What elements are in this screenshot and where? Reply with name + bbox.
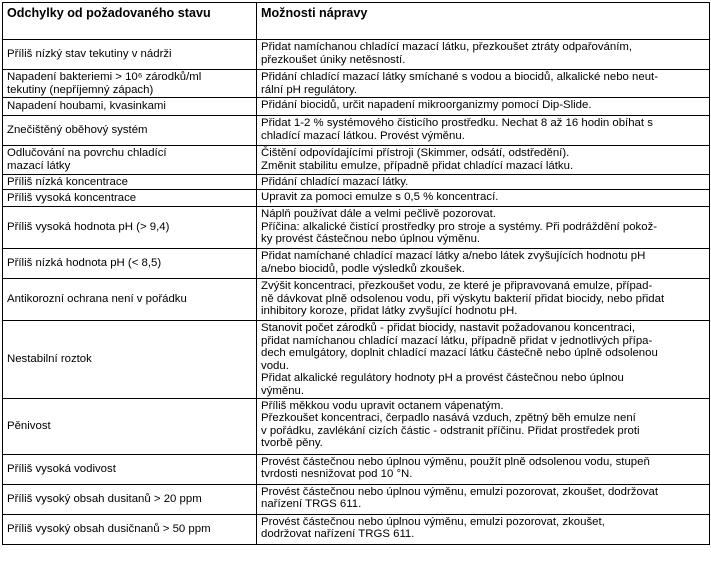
remedy-text: Přezkoušet koncentraci, čerpadlo nasává vzduch, zpětný běh emulze není [261,412,636,425]
deviation-text: Příliš vysoká koncentrace [7,191,137,204]
remedy-text: Čištění odpovídajícími přístroji (Skimmer, odsátí, odstředění). [261,147,570,159]
remedy-text: Upravit za pomoci emulze s 0,5 % koncentrací. [261,191,499,203]
remedy-text: Náplň používat dále a velmi pečlivě pozorovat. [261,208,496,220]
remedy-text: Příliš měkkou vodu upravit octanem vápenatým. [261,399,504,412]
remedy-text: Přidat alkalické regulátory hodnoty pH a provést částečnou nebo úplnou [261,372,624,385]
table-row [3,116,710,146]
remedy-cell [257,98,710,116]
remedy-cell [257,175,710,190]
header-deviation: Odchylky od požadovaného stavu [3,3,257,40]
table-row [3,484,710,514]
deviation-text: Antikorozní ochrana není v pořádku [7,293,187,306]
deviation-text: Pěnivost [7,419,51,432]
remedy-cell [257,70,710,98]
remedy-text: tvrdosti nesnižovat pod 10 °N. [261,468,413,481]
table-row [3,146,710,175]
table-row [3,454,710,484]
header-remedy: Možnosti nápravy [257,3,710,40]
remedy-text: Přidání biocidů, určit napadení mikroorganizmy pomocí Dip-Slide. [261,99,592,111]
table-row [3,279,710,321]
remedy-text: Přidání chladící mazací látky smíchané s vodou a biocidů, alkalické nebo neut- [261,71,658,83]
remedy-cell [257,207,710,249]
remedy-text: výměnu. [261,384,305,397]
deviation-cell [3,116,257,146]
deviation-text: Příliš vysoká vodivost [7,462,116,475]
deviation-text: Napadení houbami, kvasinkami [7,100,166,113]
remedy-cell [257,484,710,514]
deviation-text: tekutiny (nepříjemný zápach) [7,83,154,96]
deviation-cell [3,321,257,399]
deviation-text: Příliš nízká hodnota pH (< 8,5) [7,257,162,270]
remedy-text: inhibitory koroze, přidat látky zvyšující hodnotu pH. [261,305,518,318]
table-row [3,321,710,399]
remedy-cell [257,116,710,146]
remedy-text: Provést částečnou nebo úplnou výměnu, emulzi pozorovat, zkoušet, [261,515,605,528]
remedy-text: Příčina: alkalické čistící prostředky pro stroje a systémy. Při podráždění pokož- [261,220,658,233]
remedy-text: Provést částečnou nebo úplnou výměnu, emulzi pozorovat, zkoušet, dodržovat [261,485,658,498]
remedy-table [2,2,710,545]
remedy-cell [257,249,710,279]
deviation-cell [3,190,257,207]
remedy-cell [257,454,710,484]
table-row [3,190,710,207]
remedy-text: ně dávkovat plně odsolenou vodu, při výskytu bakterií přidat biocidy, nebo přidat [261,292,665,305]
remedy-text: Přidat namíchané chladící mazací látky a/nebo látek zvyšujících hodnotu pH [261,250,646,262]
deviation-cell [3,98,257,116]
deviation-cell [3,249,257,279]
remedy-cell [257,146,710,175]
remedy-text: Přidat namíchanou chladící mazací látku, přezkoušet ztráty odpařováním, [261,41,633,53]
table-row [3,398,710,454]
table-row [3,249,710,279]
deviation-cell [3,514,257,544]
remedy-text: rální pH regulátory. [261,83,358,96]
deviation-cell [3,454,257,484]
table-row [3,175,710,190]
table-row [3,207,710,249]
remedy-text: ky provést částečnou nebo úplnou výměnu. [261,233,481,246]
table-row [3,40,710,70]
remedy-text: Přidání chladící mazací látky. [261,176,409,188]
remedy-cell [257,190,710,207]
remedy-text: tvorbě pěny. [261,437,323,450]
deviation-text: Odlučování na povrchu chladící [7,147,167,160]
deviation-cell [3,484,257,514]
deviation-cell [3,175,257,190]
deviation-cell [3,70,257,98]
deviation-cell [3,279,257,321]
remedy-cell [257,321,710,399]
deviation-text: Příliš nízký stav tekutiny v nádrži [7,48,172,61]
remedy-text: přidat namíchanou chladící mazací látku, případně přidat v jednotlivých přípa- [261,334,653,347]
remedy-text: Provést částečnou nebo úplnou výměnu, použít plně odsolenou vodu, stupeň [261,455,650,468]
remedy-text: Stanovit počet zárodků - přidat biocidy, nastavit požadovanou koncentraci, [261,322,635,334]
remedy-text: dech emulgátory, doplnit chladící mazací látku částečně nebo úplně odsolenou [261,347,658,360]
deviation-cell [3,398,257,454]
deviation-cell [3,146,257,175]
remedy-cell [257,514,710,544]
table-row [3,70,710,98]
remedy-text: v pořádku, zavlékání cizích částic - odstranit příčinu. Přidat prostředek proti [261,424,640,437]
remedy-cell [257,40,710,70]
remedy-text: Změnit stabilitu emulze, případně přidat chladící mazací látku. [261,159,574,172]
table-header [3,3,710,40]
deviation-text: Příliš vysoká hodnota pH (> 9,4) [7,221,170,234]
remedy-text: a/nebo biocidů, podle výsledků zkoušek. [261,262,465,275]
remedy-text: nařízení TRGS 611. [261,498,362,511]
remedy-text: Přidat 1-2 % systémového čisticího prostředku. Nechat 8 až 16 hodin obíhat s [261,117,653,129]
remedy-cell [257,398,710,454]
remedy-text: Zvýšit koncentraci, přezkoušet vodu, ze které je připravovaná emulze, případ- [261,280,653,292]
header-row [3,3,710,40]
remedy-text: chladící mazací látkou. Provést výměnu. [261,129,465,142]
remedy-cell [257,279,710,321]
remedy-text: dodržovat nařízení TRGS 611. [261,528,415,541]
remedy-text: přezkoušet úniky netěsností. [261,53,406,66]
table-row [3,98,710,116]
deviation-text: Znečištěný oběhový systém [7,124,148,137]
deviation-text: Nestabilní roztok [7,352,92,365]
deviation-cell [3,40,257,70]
table-row [3,514,710,544]
remedy-text: vodu. [261,359,289,372]
table-body [3,40,710,545]
deviation-text: Příliš nízká koncentrace [7,175,128,188]
deviation-text: Příliš vysoký obsah dusičnanů > 50 ppm [7,522,211,535]
deviation-text: Napadení bakteriemi > 10⁶ zárodků/ml [7,70,202,83]
deviation-cell [3,207,257,249]
deviation-text: Příliš vysoký obsah dusitanů > 20 ppm [7,492,202,505]
deviation-text: mazací látky [7,160,71,172]
